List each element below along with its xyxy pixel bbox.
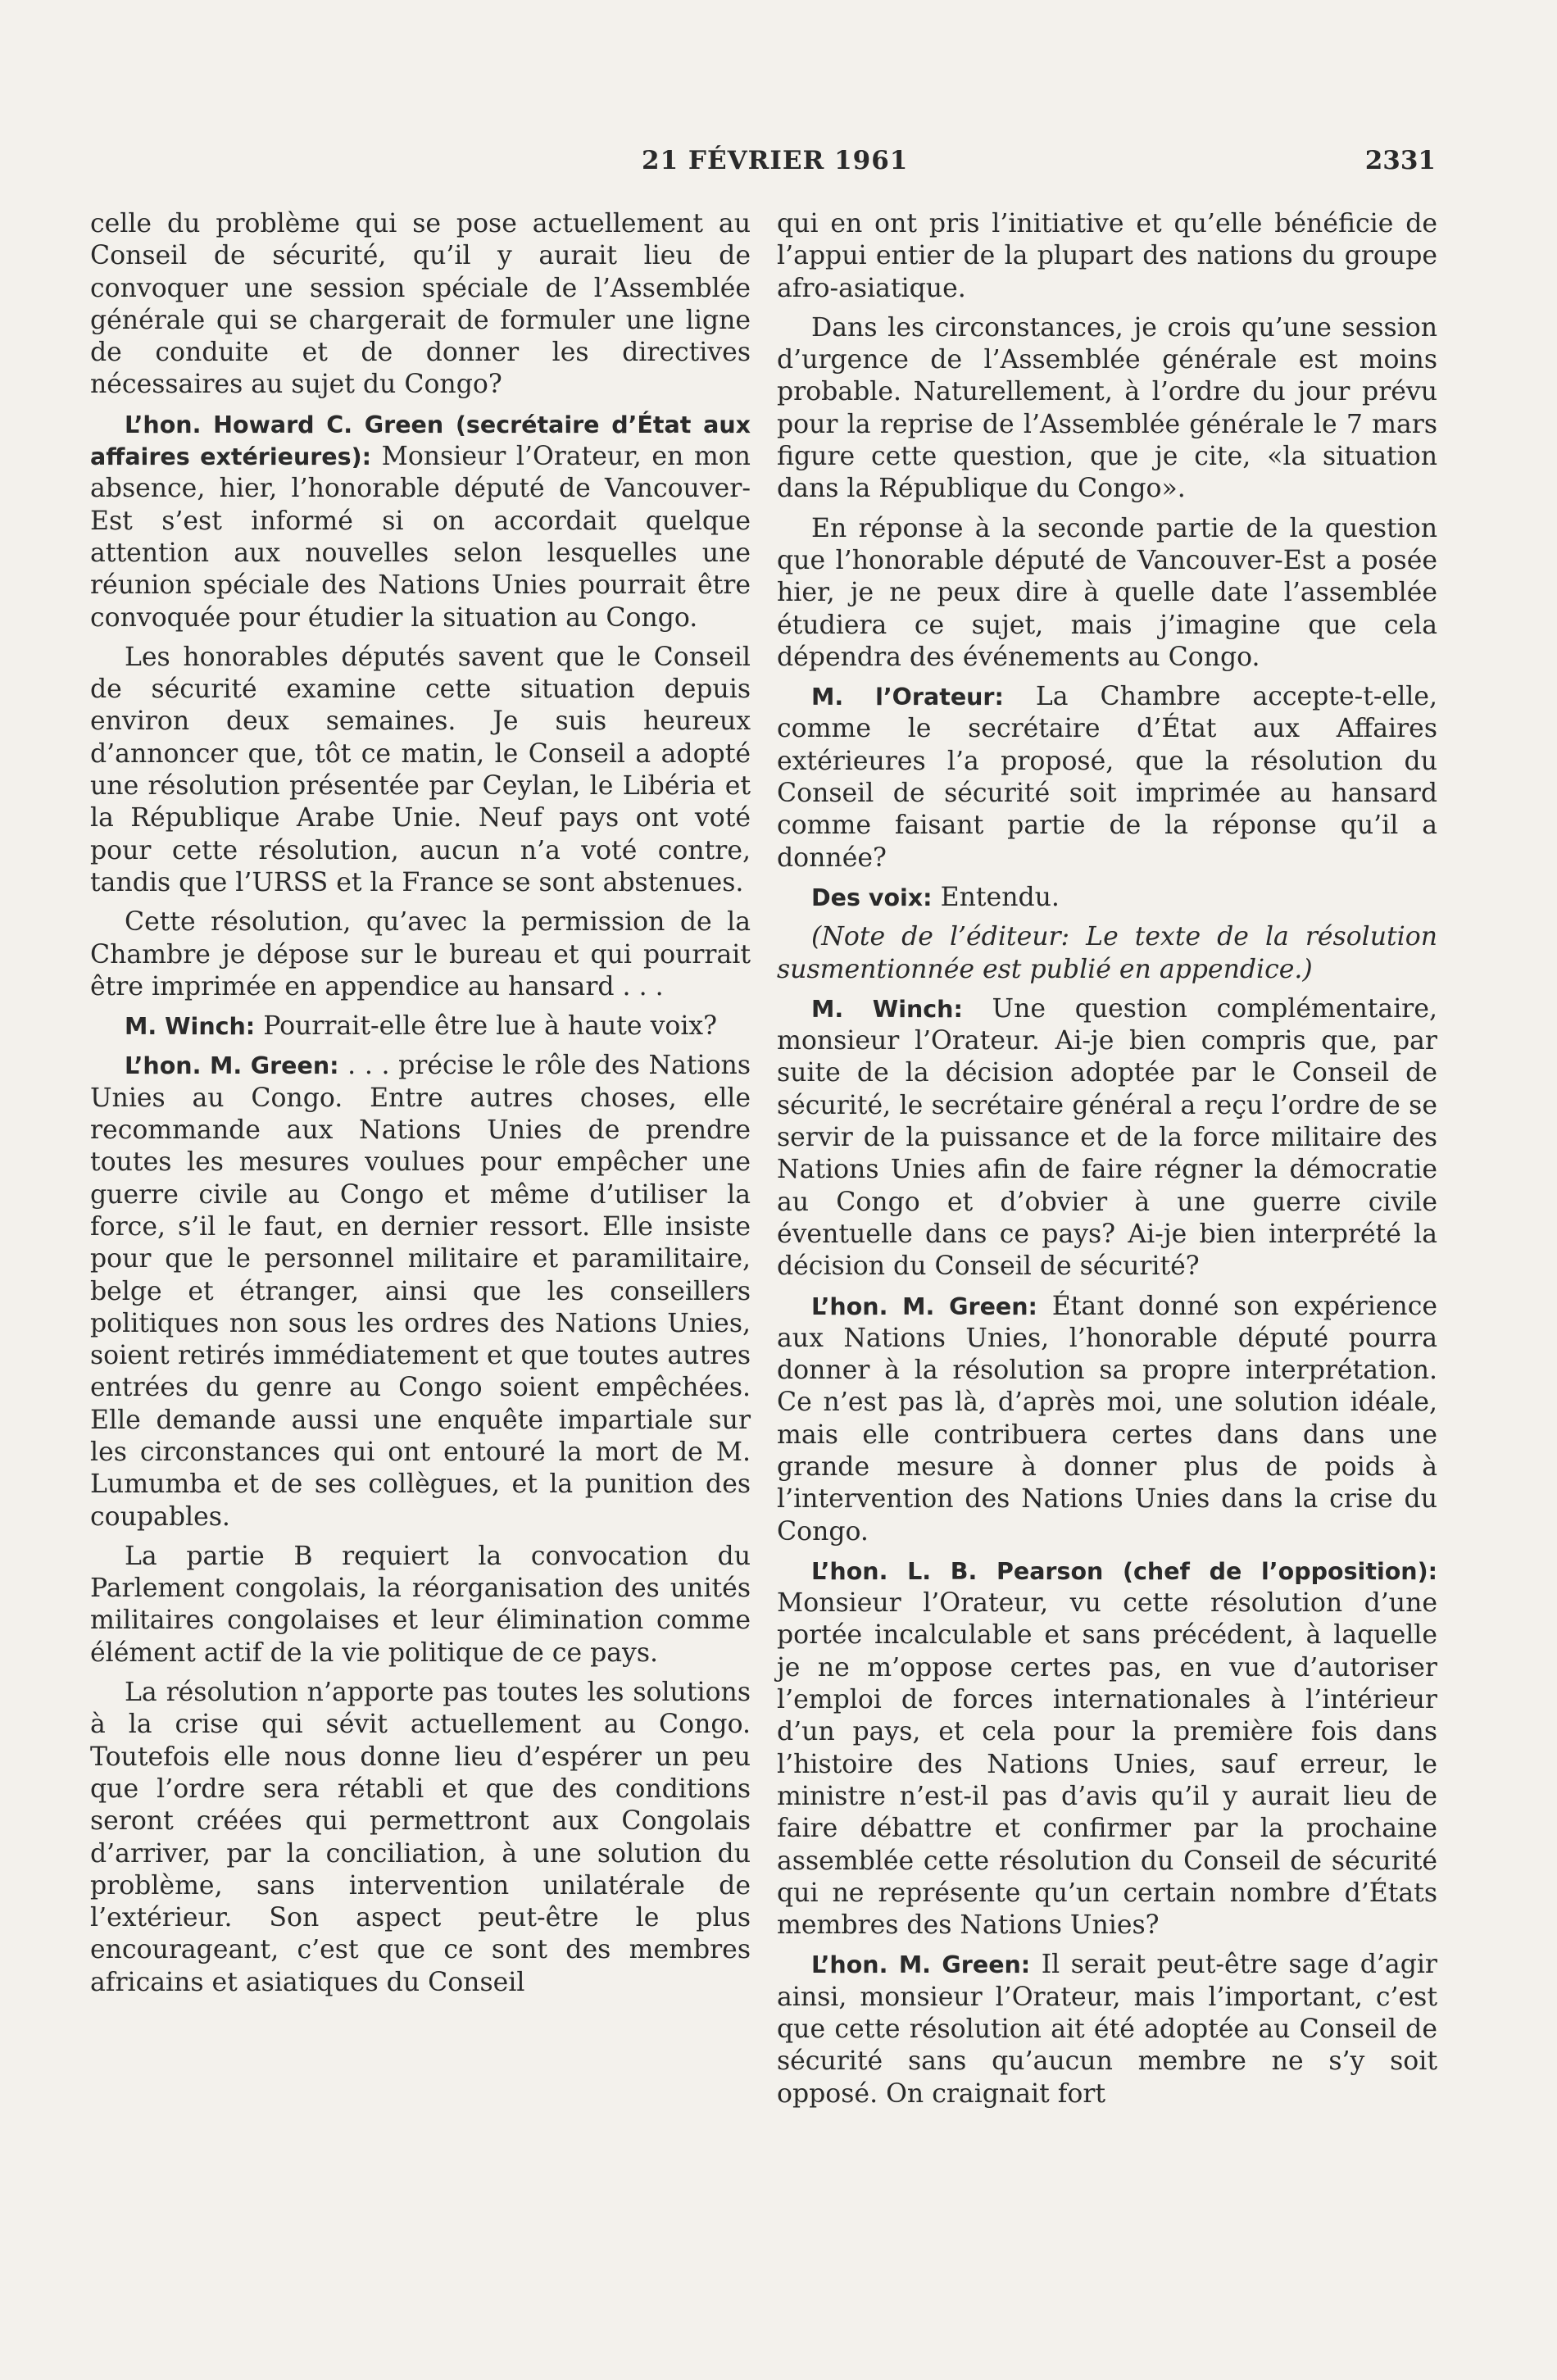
speech-text: La Chambre accepte-t-elle, comme le secrétaire d’État aux Affaires extérieures l’a proposé, que la résolution du Conseil de sécurité soit imprimée au hansard comme faisant partie de la réponse qu’il a donnée? <box>777 682 1437 873</box>
speech-text: Étant donné son expérience aux Nations Unies, l’honorable député pourra donner à la résolution sa propre interprétation. Ce n’est pas là, d’après moi, une solution idéale, mais elle contribuera certes dans dans une grande mesure à donner plus de poids à l’intervention des Nations Unies dans la crise du Congo. <box>777 1291 1438 1547</box>
speaker-name: L’hon. M. Green: <box>811 1951 1031 1979</box>
speaker-name: L’hon. L. B. Pearson (chef de l’opposition): <box>811 1557 1437 1585</box>
paragraph-continuation: celle du problème qui se pose actuellement au Conseil de sécurité, qu’il y aurait lieu de convoquer une session spéciale de l’Assemblée générale qui se chargerait de formuler une ligne de conduite et de donner les directives nécessaires au sujet du Congo? <box>90 209 751 400</box>
speech-paragraph <box>777 1291 1437 1548</box>
speech-paragraph <box>777 1949 1437 2110</box>
speech-paragraph <box>90 1011 751 1042</box>
paragraph-continuation: qui en ont pris l’initiative et qu’elle bénéficie de l’appui entier de la plupart des nations du groupe afro-asiatique. <box>777 209 1437 303</box>
speech-paragraph <box>777 882 1437 914</box>
page-header <box>0 146 1557 187</box>
paragraph: Les honorables députés savent que le Conseil de sécurité examine cette situation depuis environ deux semaines. Je suis heureux d’annoncer que, tôt ce matin, le Conseil a adopté une résolution présentée par Ceylan, le Libéria et la République Arabe Unie. Neuf pays ont voté pour cette résolution, aucun n’a voté contre, tandis que l’URSS et la France se sont abstenues. <box>90 642 751 897</box>
page-number: 2331 <box>1364 146 1436 175</box>
speech-text: Entendu. <box>932 882 1060 912</box>
paragraph: En réponse à la seconde partie de la question que l’honorable député de Vancouver-Est a posée hier, je ne peux dire à quelle date l’assemblée étudiera ce sujet, mais j’imagine que cela dépendra des événements au Congo. <box>777 513 1437 672</box>
speech-paragraph <box>777 1556 1437 1942</box>
paragraph: Cette résolution, qu’avec la permission de la Chambre je dépose sur le bureau et qui pourrait être imprimée en appendice au hansard . . . <box>90 907 751 1002</box>
speaker-name: L’hon. Howard C. Green (secrétaire d’État aux affaires extérieures): <box>90 411 751 471</box>
speaker-name: L’hon. M. Green: <box>811 1292 1037 1320</box>
speaker-name: L’hon. M. Green: <box>125 1052 339 1080</box>
speech-paragraph <box>777 681 1437 874</box>
paragraph: La résolution n’apporte pas toutes les solutions à la crise qui sévit actuellement au Congo. Toutefois elle nous donne lieu d’espérer un peu que l’ordre sera rétabli et que des conditions seront créées qui permettront aux Congolais d’arriver, par la conciliation, à une solution du problème, sans intervention unilatérale de l’extérieur. Son aspect peut-être le plus encourageant, c’est que ce sont des membres africains et asiatiques du Conseil <box>90 1678 751 1997</box>
speech-text: Monsieur l’Orateur, vu cette résolution d’une portée incalculable et sans précédent, à laquelle je ne m’oppose certes pas, en vue d’autoriser l’emploi de forces internationales à l’intérieur d’un pays, et cela pour la première fois dans l’histoire des Nations Unies, sauf erreur, le ministre n’est-il pas d’avis qu’il y aurait lieu de faire débattre et confirmer par la prochaine assemblée cette résolution du Conseil de sécurité qui ne représente qu’un certain nombre d’États membres des Nations Unies? <box>777 1588 1437 1941</box>
speaker-name: M. l’Orateur: <box>811 684 1004 711</box>
speech-text: Monsieur l’Orateur, en mon absence, hier, l’honorable député de Vancouver-Est s’est informé si on accordait quelque attention aux nouvelles selon lesquelles une réunion spéciale des Nations Unies pourrait être convoquée pour étudier la situation au Congo. <box>90 442 751 633</box>
left-column <box>90 208 751 2006</box>
paragraph: Dans les circonstances, je crois qu’une session d’urgence de l’Assemblée générale est moins probable. Naturellement, à l’ordre du jour prévu pour la reprise de l’Assemblée générale le 7 mars figure cette question, que je cite, «la situation dans la République du Congo». <box>777 312 1437 504</box>
speech-paragraph <box>777 993 1437 1283</box>
paragraph: La partie B requiert la convocation du Parlement congolais, la réorganisation des unités militaires congolaises et leur élimination comme élément actif de la vie politique de ce pays. <box>90 1541 751 1668</box>
editor-note: (Note de l’éditeur: Le texte de la résolution susmentionnée est publié en appendice.) <box>777 922 1437 984</box>
right-column <box>777 208 1437 2118</box>
speaker-name: M. Winch: <box>125 1013 256 1041</box>
speaker-name: Des voix: <box>811 883 933 911</box>
speech-text: . . . précise le rôle des Nations Unies au Congo. Entre autres choses, elle recommande aux Nations Unies de prendre toutes les mesures voulues pour empêcher une guerre civile au Congo et même d’utiliser la force, s’il le faut, en dernier ressort. Elle insiste pour que le personnel militaire et paramilitaire, belge et étranger, ainsi que les conseillers politiques non sous les ordres des Nations Unies, soient retirés immédiatement et que toutes autres entrées du genre au Congo soient empêchées. Elle demande aussi une enquête impartiale sur les circonstances qui ont entouré la mort de M. Lumumba et de ses collègues, et la punition des coupables. <box>90 1051 751 1532</box>
header-date: 21 FÉVRIER 1961 <box>642 146 909 175</box>
speech-paragraph <box>90 409 751 634</box>
speech-paragraph <box>90 1050 751 1533</box>
speaker-name: M. Winch: <box>811 995 963 1023</box>
speech-text: Pourrait-elle être lue à haute voix? <box>255 1011 718 1042</box>
speech-text: Il serait peut-être sage d’agir ainsi, monsieur l’Orateur, mais l’important, c’est que cette résolution ait été adoptée au Conseil de sécurité sans qu’aucun membre ne s’y soit opposé. On craignait fort <box>777 1950 1437 2109</box>
speech-text: Une question complémentaire, monsieur l’Orateur. Ai-je bien compris que, par suite de la décision adoptée par le Conseil de sécurité, le secrétaire général a reçu l’ordre de se servir de la puissance et de la force militaire des Nations Unies afin de faire régner la démocratie au Congo et d’obvier à une guerre civile éventuelle dans ce pays? Ai-je bien interprété la décision du Conseil de sécurité? <box>777 993 1438 1282</box>
